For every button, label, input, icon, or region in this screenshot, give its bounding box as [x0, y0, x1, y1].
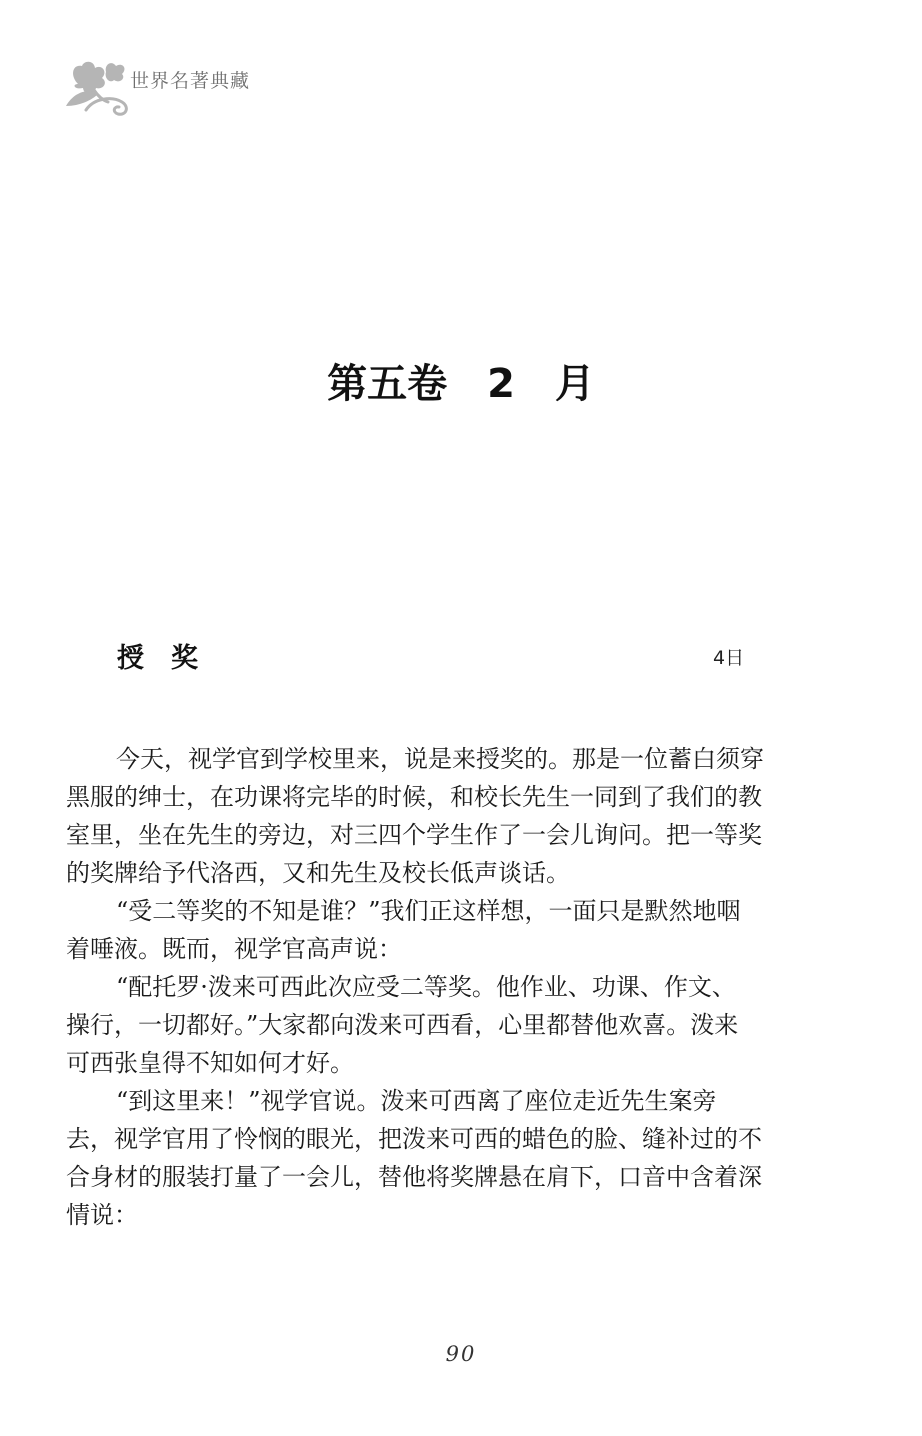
running-header-title: 世界名著典藏: [130, 70, 251, 92]
section-title: 授 奖: [117, 643, 198, 674]
text-line: 黑服的绅士，在功课将完毕的时候，和校长先生一同到了我们的教: [66, 783, 762, 811]
text-line: 操行，一切都好。”大家都向泼来可西看，心里都替他欢喜。泼来: [66, 1011, 739, 1039]
text-line: 着唾液。既而，视学官高声说：: [66, 935, 402, 963]
section-date: 4日: [713, 647, 745, 669]
text-line: 今天，视学官到学校里来，说是来授奖的。那是一位蓄白须穿: [116, 745, 764, 773]
text-line: “配托罗·泼来可西此次应受二等奖。他作业、功课、作文、: [116, 973, 736, 1001]
text-line: 情说：: [66, 1201, 138, 1229]
text-line: 合身材的服装打量了一会儿，替他将奖牌悬在肩下，口音中含着深: [66, 1163, 762, 1191]
text-line: 可西张皇得不知如何才好。: [66, 1049, 354, 1077]
body-text: [66, 740, 808, 1234]
flower-ornament-icon: [64, 58, 134, 118]
page-number: 90: [445, 1342, 477, 1366]
running-header: [64, 58, 324, 118]
text-line: 去，视学官用了怜悯的眼光，把泼来可西的蜡色的脸、缝补过的不: [66, 1125, 762, 1153]
text-line: “受二等奖的不知是谁？”我们正这样想，一面只是默然地咽: [116, 897, 741, 925]
text-line: “到这里来！”视学官说。泼来可西离了座位走近先生案旁: [116, 1087, 717, 1115]
text-line: 室里，坐在先生的旁边，对三四个学生作了一会儿询问。把一等奖: [66, 821, 762, 849]
text-line: 的奖牌给予代洛西，又和先生及校长低声谈话。: [66, 859, 570, 887]
chapter-title: 第五卷 2 月: [327, 361, 595, 407]
